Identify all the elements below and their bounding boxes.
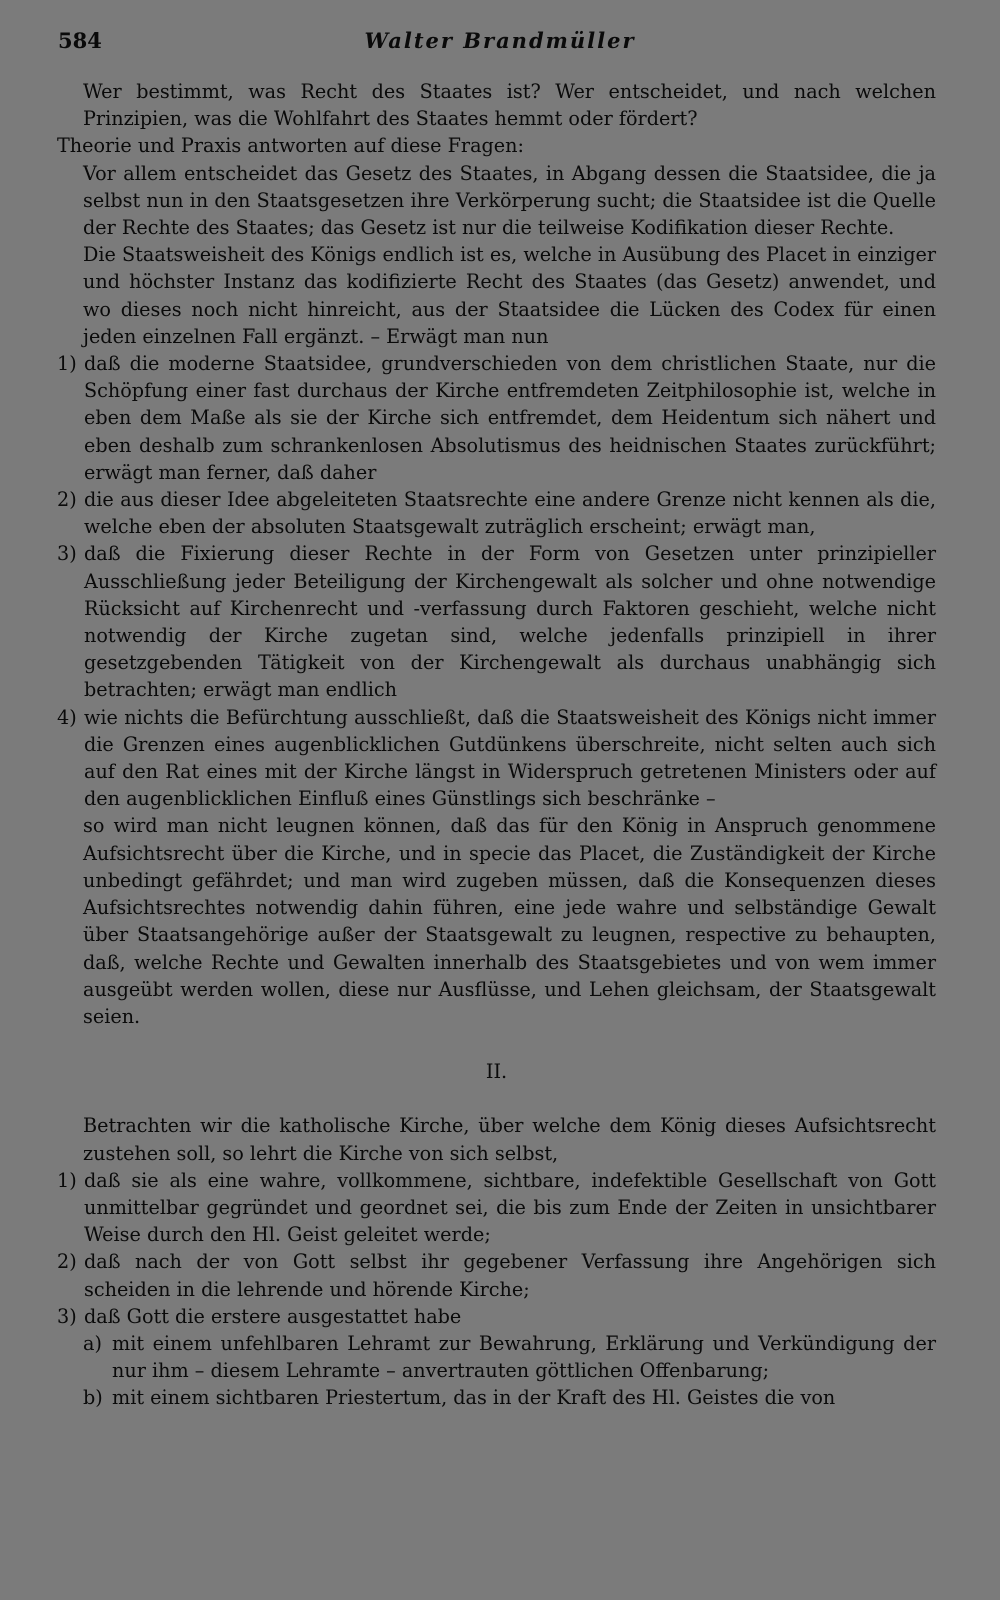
sub-list-item <box>57 1384 936 1411</box>
list-item <box>57 704 936 813</box>
conclusion-paragraph: so wird man nicht leugnen können, daß das für den König in Anspruch genommene Aufsichtsrecht über die Kirche, und in specie das Placet, die Zuständigkeit der Kirche unbedingt gefährdet; und man wird zugeben müssen, daß die Konsequenzen dieses Aufsichtsrechtes notwendig dahin führen, eine jede wahre und selbständige Gewalt über Staatsangehörige außer der Staatsgewalt zu leugnen, respective zu behaupten, daß, welche Rechte und Gewalten innerhalb des Staatsgebietes und von wem immer ausgeübt werden wollen, diese nur Ausflüsse, und Lehen gleichsam, der Staatsgewalt seien. <box>83 814 936 1028</box>
list-item <box>57 1167 936 1249</box>
paragraph-king-wisdom: Die Staatsweisheit des Königs endlich ist es, welche in Ausübung des Placet in einziger und höchster Instanz das kodifizierte Recht des Staates (das Gesetz) anwendet, und wo dieses noch nicht hinreicht, aus der Staatsidee die Lücken des Codex für einen jeden einzelnen Fall ergänzt. – Erwägt man nun <box>83 243 936 348</box>
list-item <box>57 1303 936 1330</box>
list-item-number: 3) <box>57 542 77 566</box>
list-item-text: daß Gott die erstere ausgestattet habe <box>84 1304 462 1328</box>
list-item-number: 4) <box>57 705 77 729</box>
sub-list-item <box>57 1330 936 1384</box>
section-heading: II. <box>485 1060 508 1084</box>
list-item-number: 2) <box>57 1250 77 1274</box>
list-item <box>57 350 936 486</box>
list-item-number: 2) <box>57 488 77 512</box>
body-text <box>57 78 936 1412</box>
paragraph-law: Vor allem entscheidet das Gesetz des Staates, in Abgang dessen die Staatsidee, die ja selbst nun in den Staatsgesetzen ihre Verkörperung sucht; die Staatsidee ist die Quelle der Rechte des Staates; das Gesetz ist nur die teilweise Kodifikation dieser Rechte. <box>83 161 936 240</box>
opening-question: Wer bestimmt, was Recht des Staates ist? Wer entscheidet, und nach welchen Prinzipien, was die Wohlfahrt des Staates hemmt oder fördert? <box>83 80 936 131</box>
list-item-text: wie nichts die Befürchtung ausschließt, daß die Staatsweisheit des Königs nicht immer die Grenzen eines augenblicklichen Gutdünkens überschreite, nicht selten auch sich auf den Rat eines mit der Kirche längst in Widerspruch getretenen Ministers oder auf den augenblicklichen Einfluß eines Günstlings sich beschränke – <box>84 705 936 811</box>
theory-intro: Theorie und Praxis antworten auf diese Fragen: <box>57 134 524 158</box>
list-item <box>57 1248 936 1302</box>
running-head <box>58 22 942 62</box>
sub-list-item-text: mit einem sichtbaren Priestertum, das in der Kraft des Hl. Geistes die von <box>112 1386 836 1410</box>
section-intro: Betrachten wir die katholische Kirche, über welche dem König dieses Aufsichtsrecht zustehen soll, so lehrt die Kirche von sich selbst, <box>83 1114 936 1165</box>
list-item <box>57 486 936 540</box>
list-item-text: daß die moderne Staatsidee, grundverschieden von dem christlichen Staate, nur die Schöpfung einer fast durchaus der Kirche entfremdeten Zeitphilosophie ist, welche in eben dem Maße als sie der Kirche sich entfremdet, dem Heidentum sich nähert und eben deshalb zum schrankenlosen Absolutismus des heidnischen Staates zurückführt; erwägt man ferner, daß daher <box>84 352 936 484</box>
running-head-author: Walter Brandmüller <box>364 28 636 53</box>
list-item-number: 3) <box>57 1304 77 1328</box>
list-item-text: daß die Fixierung dieser Rechte in der Form von Gesetzen unter prinzipieller Ausschließung jeder Beteiligung der Kirchengewalt als solcher und ohne notwendige Rücksicht auf Kirchenrecht und -verfassung durch Faktoren geschieht, welche nicht notwendig der Kirche zugetan sind, welche jedenfalls prinzipiell in ihrer gesetzgebenden Tätigkeit von der Kirchengewalt als durchaus unabhängig sich betrachten; erwägt man endlich <box>84 542 936 702</box>
list-item-number: 1) <box>57 352 77 376</box>
list-item-text: daß sie als eine wahre, vollkommene, sichtbare, indefektible Gesellschaft von Gott unmittelbar gegründet und geordnet sei, die bis zum Ende der Zeiten in unsichtbarer Weise durch den Hl. Geist geleitet werde; <box>84 1168 936 1247</box>
list-item-number: 1) <box>57 1168 77 1192</box>
list-item <box>57 540 936 703</box>
sub-list-item-text: mit einem unfehlbaren Lehramt zur Bewahrung, Erklärung und Verkündigung der nur ihm – diesem Lehramte – anvertrauten göttlichen Offenbarung; <box>112 1331 936 1383</box>
sub-list-item-letter: b) <box>83 1386 103 1410</box>
list-item-text: die aus dieser Idee abgeleiteten Staatsrechte eine andere Grenze nicht kennen als die, welche eben der absoluten Staatsgewalt zuträglich erscheint; erwägt man, <box>84 488 936 539</box>
sub-list-item-letter: a) <box>83 1331 102 1355</box>
page-number: 584 <box>58 28 102 53</box>
list-item-text: daß nach der von Gott selbst ihr gegebener Verfassung ihre Angehörigen sich scheiden in die lehrende und hörende Kirche; <box>84 1250 936 1301</box>
